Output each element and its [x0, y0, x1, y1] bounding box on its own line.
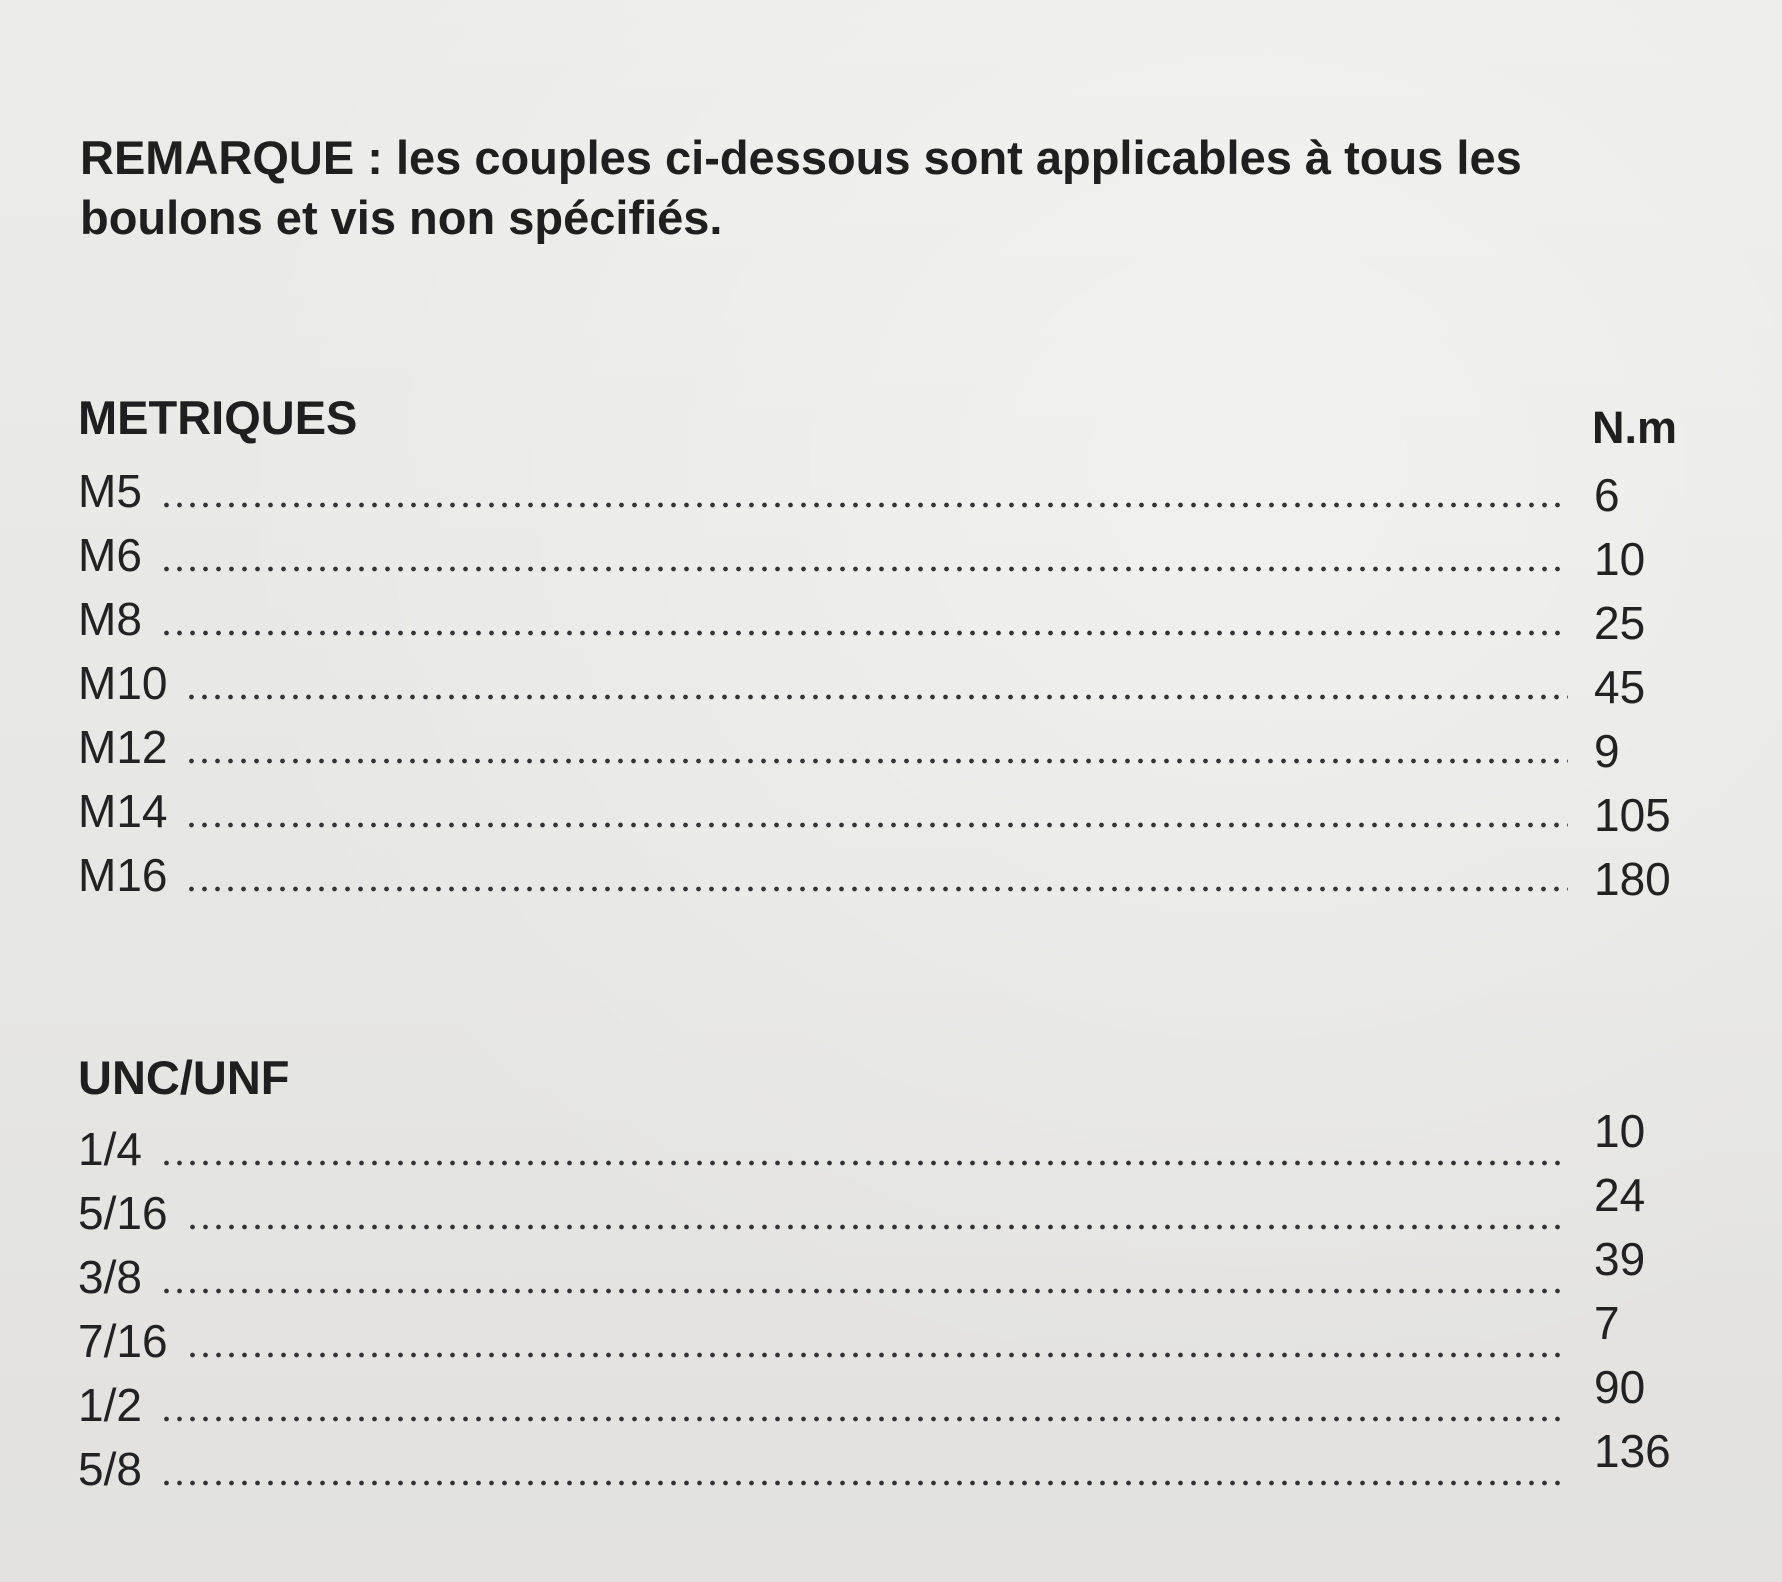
row-label: 3/8 [78, 1251, 142, 1303]
row-value: 45 [1594, 661, 1646, 713]
table-row [78, 706, 1698, 777]
row-label: M14 [78, 785, 168, 837]
table-row [78, 514, 1698, 585]
dot-leader [185, 758, 1568, 764]
table-row [78, 642, 1698, 713]
table-row [78, 1297, 1698, 1367]
row-value: 24 [1594, 1169, 1646, 1221]
row-label: M8 [78, 593, 142, 645]
unit-header: N.m [1592, 402, 1678, 453]
dot-leader [160, 1160, 1568, 1166]
metric-table [78, 450, 1698, 905]
unc-section-title: UNC/UNF [78, 1051, 290, 1104]
dot-leader [185, 822, 1568, 828]
dot-leader [160, 630, 1568, 636]
remark-note: REMARQUE : les couples ci-dessous sont applicables à tous les boulons et vis non spécifiés. [80, 131, 1522, 244]
dot-leader [160, 502, 1568, 508]
row-label: M6 [78, 529, 142, 581]
row-value: 6 [1594, 469, 1620, 521]
metric-section-title: METRIQUES [78, 391, 358, 444]
table-row [78, 1105, 1698, 1175]
table-row [78, 834, 1698, 905]
row-label: 5/16 [78, 1187, 168, 1239]
table-row [78, 1425, 1698, 1495]
row-value: 10 [1594, 533, 1646, 585]
dot-leader [186, 1352, 1568, 1358]
row-label: M10 [78, 657, 168, 709]
table-row [78, 1169, 1698, 1239]
row-value: 39 [1594, 1233, 1646, 1285]
dot-leader [160, 1480, 1568, 1486]
dot-leader [186, 1224, 1568, 1230]
unc-table [78, 1105, 1698, 1495]
row-label: M16 [78, 849, 168, 901]
row-value: 180 [1594, 853, 1671, 905]
row-value: 25 [1594, 597, 1646, 649]
dot-leader [160, 1416, 1568, 1422]
row-label: 7/16 [78, 1315, 168, 1367]
row-label: 1/2 [78, 1379, 142, 1431]
row-value: 9 [1594, 725, 1620, 777]
row-label: 1/4 [78, 1123, 142, 1175]
row-value: 10 [1594, 1105, 1646, 1157]
table-row [78, 770, 1698, 841]
row-label: 5/8 [78, 1443, 142, 1495]
dot-leader [185, 886, 1568, 892]
dot-leader [185, 694, 1568, 700]
row-label: M12 [78, 721, 168, 773]
row-value: 105 [1594, 789, 1671, 841]
table-row [78, 578, 1698, 649]
table-row [78, 1233, 1698, 1303]
row-label: M5 [78, 465, 142, 517]
row-value: 90 [1594, 1361, 1646, 1413]
dot-leader [160, 566, 1568, 572]
dot-leader [160, 1288, 1568, 1294]
table-row [78, 450, 1698, 521]
row-value: 136 [1594, 1425, 1671, 1477]
row-value: 7 [1594, 1297, 1620, 1349]
table-row [78, 1361, 1698, 1431]
